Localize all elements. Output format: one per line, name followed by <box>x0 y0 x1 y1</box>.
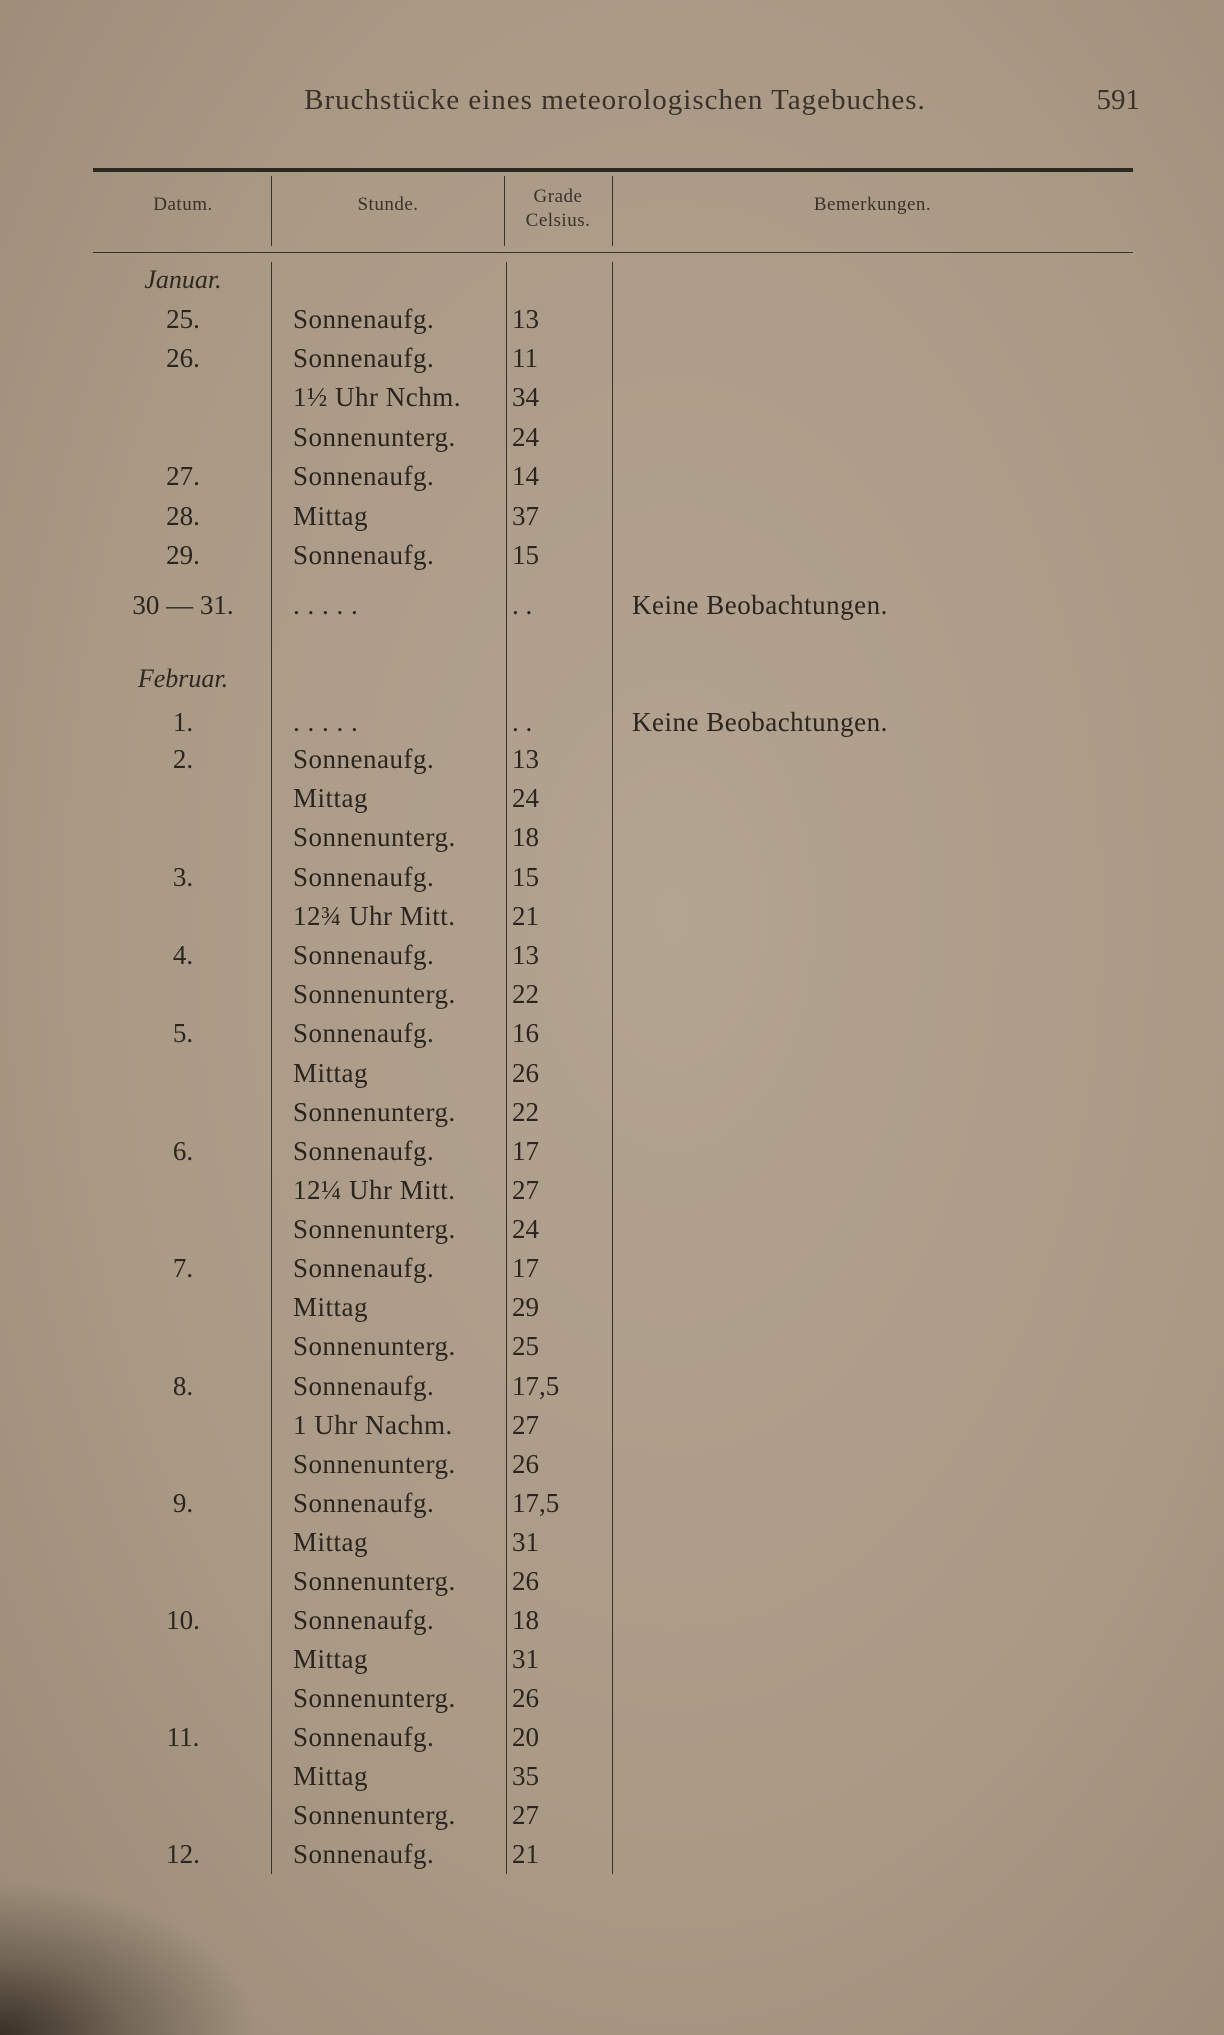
row-degrees: 29 <box>512 1292 539 1322</box>
row-degrees: 11 <box>512 343 538 373</box>
running-title: Bruchstücke eines meteorologischen Tagebuches. <box>304 84 926 116</box>
row-degrees: 16 <box>512 1018 539 1048</box>
column-header-degrees-line2: Celsius. <box>525 210 591 231</box>
row-date: 3. <box>172 862 194 892</box>
row-date: 7. <box>172 1253 194 1283</box>
row-degrees: 27 <box>512 1800 539 1830</box>
column-header-degrees-line1: Grade <box>533 186 583 207</box>
row-degrees: 25 <box>512 1331 539 1361</box>
row-hour: 12¾ Uhr Mitt. <box>293 901 456 931</box>
row-remark: Keine Beobachtungen. <box>632 707 888 737</box>
row-degrees: 15 <box>512 862 539 892</box>
row-hour: Sonnenaufg. <box>293 540 435 570</box>
row-degrees: 35 <box>512 1761 539 1791</box>
row-hour: Sonnenunterg. <box>293 822 456 852</box>
row-degrees: 37 <box>512 501 539 531</box>
row-hour: Sonnenaufg. <box>293 862 435 892</box>
row-date: 26. <box>166 343 200 373</box>
row-degrees: . . <box>512 707 533 737</box>
row-hour: Mittag <box>293 1644 368 1674</box>
row-date: 11. <box>166 1722 200 1752</box>
row-date: 6. <box>172 1136 194 1166</box>
row-hour: Mittag <box>293 1761 368 1791</box>
row-hour: Sonnenaufg. <box>293 1136 435 1166</box>
row-date: 2. <box>172 744 194 774</box>
row-hour: 1 Uhr Nachm. <box>293 1410 453 1440</box>
table-top-rule <box>93 168 1133 172</box>
row-degrees: 31 <box>512 1527 539 1557</box>
column-divider <box>271 176 272 246</box>
row-degrees: 26 <box>512 1566 539 1596</box>
row-hour: Sonnenunterg. <box>293 1331 456 1361</box>
month-heading-januar: Januar. <box>144 265 222 294</box>
row-hour: Sonnenunterg. <box>293 1683 456 1713</box>
row-degrees: 17,5 <box>512 1371 560 1401</box>
row-hour: Sonnenaufg. <box>293 940 435 970</box>
row-hour: Sonnenaufg. <box>293 1722 435 1752</box>
row-hour: Sonnenaufg. <box>293 461 435 491</box>
row-degrees: 21 <box>512 1839 539 1869</box>
row-date: 10. <box>166 1605 200 1635</box>
row-date: 1. <box>172 707 194 737</box>
row-hour: Sonnenaufg. <box>293 1371 435 1401</box>
row-hour: Mittag <box>293 783 368 813</box>
month-heading-februar: Februar. <box>137 664 229 693</box>
row-hour: Mittag <box>293 501 368 531</box>
row-hour: Sonnenunterg. <box>293 1449 456 1479</box>
row-hour: Sonnenaufg. <box>293 343 435 373</box>
row-hour: Sonnenunterg. <box>293 979 456 1009</box>
row-degrees: 24 <box>512 1214 539 1244</box>
column-header-remarks: Bemerkungen. <box>813 194 932 215</box>
row-degrees: 26 <box>512 1683 539 1713</box>
row-hour: Sonnenaufg. <box>293 1839 435 1869</box>
row-hour: Mittag <box>293 1292 368 1322</box>
row-remark: Keine Beobachtungen. <box>632 590 888 620</box>
row-date: 25. <box>166 304 200 334</box>
row-hour: Sonnenaufg. <box>293 304 435 334</box>
row-degrees: 24 <box>512 422 539 452</box>
row-date: 28. <box>166 501 200 531</box>
row-degrees: 17 <box>512 1136 539 1166</box>
row-degrees: 13 <box>512 304 539 334</box>
column-header-degrees <box>503 185 613 233</box>
row-degrees: 22 <box>512 979 539 1009</box>
row-degrees: 34 <box>512 382 539 412</box>
row-degrees: 20 <box>512 1722 539 1752</box>
row-degrees: 13 <box>512 940 539 970</box>
row-degrees: 18 <box>512 822 539 852</box>
row-hour: Mittag <box>293 1058 368 1088</box>
row-degrees: 18 <box>512 1605 539 1635</box>
row-hour: Sonnenaufg. <box>293 1018 435 1048</box>
row-degrees: 17 <box>512 1253 539 1283</box>
row-degrees: . . <box>512 590 533 620</box>
row-date: 27. <box>166 461 200 491</box>
row-degrees: 31 <box>512 1644 539 1674</box>
row-degrees: 17,5 <box>512 1488 560 1518</box>
row-degrees: 14 <box>512 461 539 491</box>
row-hour: 1½ Uhr Nchm. <box>293 382 461 412</box>
column-header-date: Datum. <box>153 194 213 215</box>
column-header-hour: Stunde. <box>357 194 419 215</box>
row-degrees: 26 <box>512 1058 539 1088</box>
column-divider <box>504 176 505 246</box>
page-corner-shadow <box>0 1880 260 2035</box>
row-hour: . . . . . <box>293 590 359 620</box>
row-hour: 12¼ Uhr Mitt. <box>293 1175 456 1205</box>
row-hour: Sonnenunterg. <box>293 1097 456 1127</box>
row-hour: Sonnenaufg. <box>293 744 435 774</box>
row-degrees: 22 <box>512 1097 539 1127</box>
row-hour: Mittag <box>293 1527 368 1557</box>
row-date: 8. <box>172 1371 194 1401</box>
row-degrees: 15 <box>512 540 539 570</box>
row-degrees: 21 <box>512 901 539 931</box>
row-degrees: 26 <box>512 1449 539 1479</box>
row-hour: Sonnenaufg. <box>293 1605 435 1635</box>
row-degrees: 27 <box>512 1175 539 1205</box>
row-hour: Sonnenunterg. <box>293 1214 456 1244</box>
row-hour: Sonnenaufg. <box>293 1488 435 1518</box>
row-hour: Sonnenaufg. <box>293 1253 435 1283</box>
page-number: 591 <box>1096 84 1140 116</box>
column-divider <box>612 262 613 1874</box>
row-hour: Sonnenunterg. <box>293 422 456 452</box>
row-date: 29. <box>166 540 200 570</box>
row-date: 5. <box>172 1018 194 1048</box>
row-date: 9. <box>172 1488 194 1518</box>
row-hour: Sonnenunterg. <box>293 1566 456 1596</box>
row-date: 4. <box>172 940 194 970</box>
row-degrees: 13 <box>512 744 539 774</box>
row-degrees: 27 <box>512 1410 539 1440</box>
row-degrees: 24 <box>512 783 539 813</box>
row-date: 30 — 31. <box>132 590 234 620</box>
header-bottom-rule <box>93 252 1133 253</box>
row-hour: Sonnenunterg. <box>293 1800 456 1830</box>
column-divider <box>612 176 613 246</box>
row-hour: . . . . . <box>293 707 359 737</box>
row-date: 12. <box>166 1839 200 1869</box>
